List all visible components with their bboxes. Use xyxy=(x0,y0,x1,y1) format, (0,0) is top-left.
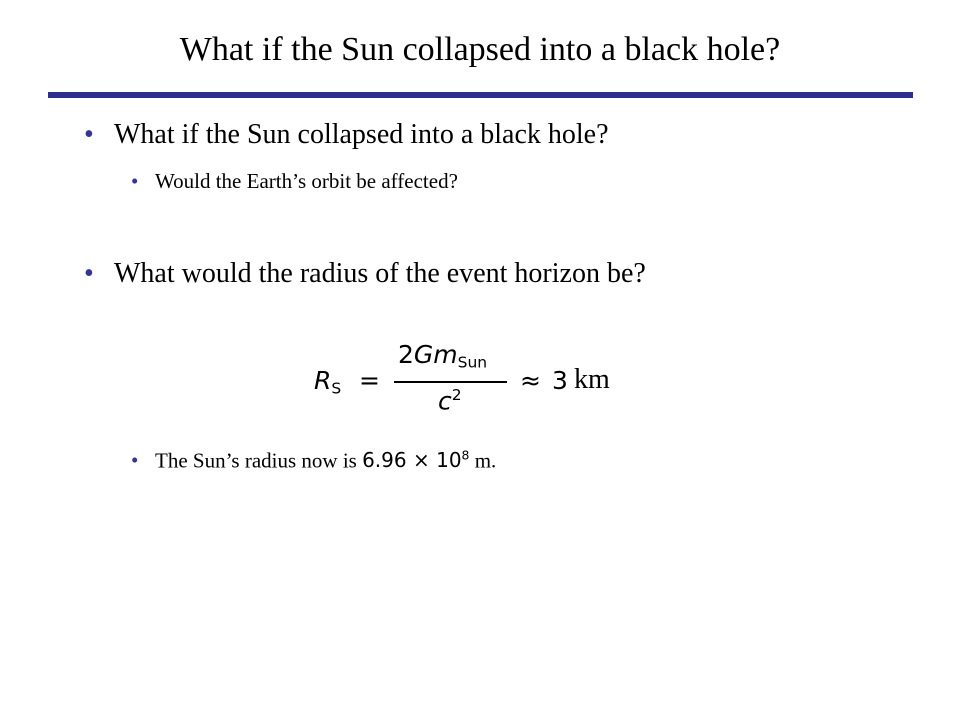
formula-numerator: $2Gm_{Sun}$ xyxy=(398,340,488,372)
bullet-marker: • xyxy=(84,119,94,150)
bullet-text: The Sun’s radius now is xyxy=(155,448,363,473)
bullet-text: What would the radius of the event horizon be? xyxy=(114,258,646,289)
sun-radius-value: $6.96 \times 10^8$ xyxy=(362,448,470,473)
formula-unit: km xyxy=(574,364,610,395)
fraction-bar xyxy=(394,381,507,383)
formula-lhs: $R_S$ xyxy=(314,366,342,398)
title-underline xyxy=(48,92,913,98)
sun-radius-unit: m. xyxy=(469,448,497,473)
formula-value: 3 xyxy=(552,366,568,395)
formula-approx: ≈ xyxy=(520,366,541,395)
sub-bullet-item-2 xyxy=(131,443,496,473)
sub-bullet-item-1 xyxy=(131,168,458,194)
slide-title: What if the Sun collapsed into a black hole? xyxy=(179,31,781,68)
bullet-marker: • xyxy=(131,169,139,193)
bullet-item-1 xyxy=(84,118,609,152)
bullet-text: What if the Sun collapsed into a black hole? xyxy=(114,119,609,150)
bullet-text: Would the Earth’s orbit be affected? xyxy=(155,169,458,193)
bullet-marker: • xyxy=(84,258,94,289)
bullet-item-2 xyxy=(84,257,646,291)
formula-equals: = xyxy=(359,366,380,395)
schwarzschild-radius-formula xyxy=(314,340,634,424)
bullet-marker: • xyxy=(131,448,139,473)
formula-denominator: $c^2$ xyxy=(438,386,462,416)
